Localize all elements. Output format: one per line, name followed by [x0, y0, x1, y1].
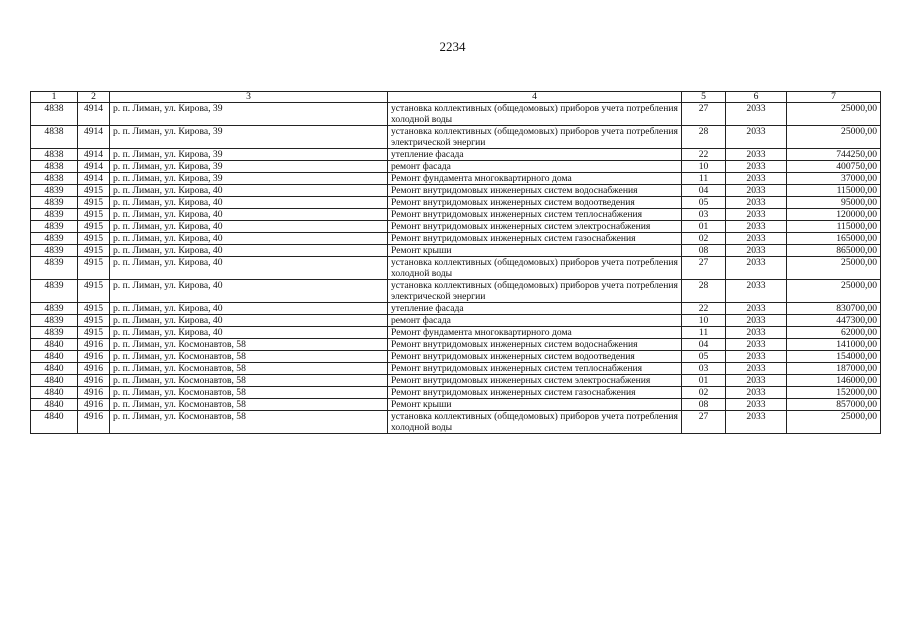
column-header: 3 [110, 92, 388, 103]
year-cell: 2033 [726, 149, 787, 161]
column-header: 2 [78, 92, 110, 103]
cost-cell: 62000,00 [787, 327, 881, 339]
work-type-cell: утепление фасада [388, 149, 682, 161]
cost-cell: 165000,00 [787, 233, 881, 245]
work-code-cell: 01 [682, 375, 726, 387]
table-row [31, 339, 881, 351]
work-type-cell: Ремонт внутридомовых инженерных систем электроснабжения [388, 375, 682, 387]
work-type-cell: Ремонт крыши [388, 399, 682, 411]
table-row [31, 185, 881, 197]
year-cell: 2033 [726, 280, 787, 303]
address-cell: р. п. Лиман, ул. Кирова, 40 [110, 185, 388, 197]
year-cell: 2033 [726, 399, 787, 411]
house-id-cell: 4916 [78, 351, 110, 363]
work-code-cell: 28 [682, 280, 726, 303]
work-code-cell: 05 [682, 351, 726, 363]
table-row [31, 411, 881, 434]
cost-cell: 447300,00 [787, 315, 881, 327]
year-cell: 2033 [726, 303, 787, 315]
cost-cell: 120000,00 [787, 209, 881, 221]
record-number-cell: 4840 [31, 387, 78, 399]
address-cell: р. п. Лиман, ул. Космонавтов, 58 [110, 351, 388, 363]
address-cell: р. п. Лиман, ул. Космонавтов, 58 [110, 363, 388, 375]
address-cell: р. п. Лиман, ул. Кирова, 40 [110, 315, 388, 327]
house-id-cell: 4915 [78, 245, 110, 257]
table-row [31, 363, 881, 375]
record-number-cell: 4838 [31, 149, 78, 161]
table-row [31, 303, 881, 315]
house-id-cell: 4916 [78, 387, 110, 399]
record-number-cell: 4839 [31, 221, 78, 233]
address-cell: р. п. Лиман, ул. Кирова, 39 [110, 103, 388, 126]
record-number-cell: 4839 [31, 257, 78, 280]
record-number-cell: 4838 [31, 126, 78, 149]
house-id-cell: 4915 [78, 185, 110, 197]
address-cell: р. п. Лиман, ул. Кирова, 39 [110, 161, 388, 173]
work-code-cell: 22 [682, 303, 726, 315]
table-row [31, 173, 881, 185]
year-cell: 2033 [726, 315, 787, 327]
house-id-cell: 4915 [78, 221, 110, 233]
year-cell: 2033 [726, 103, 787, 126]
year-cell: 2033 [726, 411, 787, 434]
house-id-cell: 4916 [78, 363, 110, 375]
record-number-cell: 4839 [31, 197, 78, 209]
address-cell: р. п. Лиман, ул. Кирова, 39 [110, 173, 388, 185]
year-cell: 2033 [726, 173, 787, 185]
table-row [31, 245, 881, 257]
record-number-cell: 4838 [31, 161, 78, 173]
cost-cell: 154000,00 [787, 351, 881, 363]
address-cell: р. п. Лиман, ул. Кирова, 40 [110, 209, 388, 221]
cost-cell: 25000,00 [787, 103, 881, 126]
year-cell: 2033 [726, 126, 787, 149]
house-id-cell: 4914 [78, 149, 110, 161]
work-type-cell: установка коллективных (общедомовых) приборов учета потребления электрической энергии [388, 280, 682, 303]
work-code-cell: 02 [682, 233, 726, 245]
page-number: 2234 [439, 39, 466, 54]
address-cell: р. п. Лиман, ул. Кирова, 40 [110, 257, 388, 280]
house-id-cell: 4915 [78, 327, 110, 339]
table-row [31, 149, 881, 161]
year-cell: 2033 [726, 363, 787, 375]
work-type-cell: Ремонт внутридомовых инженерных систем газоснабжения [388, 233, 682, 245]
work-type-cell: Ремонт внутридомовых инженерных систем электроснабжения [388, 221, 682, 233]
work-code-cell: 10 [682, 161, 726, 173]
address-cell: р. п. Лиман, ул. Кирова, 39 [110, 126, 388, 149]
table-row [31, 257, 881, 280]
house-id-cell: 4916 [78, 375, 110, 387]
table-row [31, 209, 881, 221]
work-code-cell: 27 [682, 257, 726, 280]
record-number-cell: 4839 [31, 185, 78, 197]
work-type-cell: Ремонт внутридомовых инженерных систем водоснабжения [388, 185, 682, 197]
cost-cell: 400750,00 [787, 161, 881, 173]
year-cell: 2033 [726, 351, 787, 363]
cost-cell: 865000,00 [787, 245, 881, 257]
table-row [31, 280, 881, 303]
table-row [31, 387, 881, 399]
year-cell: 2033 [726, 197, 787, 209]
work-code-cell: 08 [682, 245, 726, 257]
work-type-cell: Ремонт фундамента многоквартирного дома [388, 173, 682, 185]
house-id-cell: 4916 [78, 411, 110, 434]
table-row [31, 103, 881, 126]
address-cell: р. п. Лиман, ул. Кирова, 40 [110, 197, 388, 209]
work-code-cell: 28 [682, 126, 726, 149]
record-number-cell: 4840 [31, 339, 78, 351]
work-code-cell: 02 [682, 387, 726, 399]
table-row [31, 197, 881, 209]
house-id-cell: 4915 [78, 233, 110, 245]
record-number-cell: 4838 [31, 173, 78, 185]
work-code-cell: 04 [682, 339, 726, 351]
table-row [31, 126, 881, 149]
record-number-cell: 4840 [31, 351, 78, 363]
year-cell: 2033 [726, 375, 787, 387]
address-cell: р. п. Лиман, ул. Космонавтов, 58 [110, 339, 388, 351]
house-id-cell: 4914 [78, 173, 110, 185]
record-number-cell: 4840 [31, 375, 78, 387]
work-code-cell: 11 [682, 173, 726, 185]
work-type-cell: Ремонт фундамента многоквартирного дома [388, 327, 682, 339]
work-code-cell: 22 [682, 149, 726, 161]
year-cell: 2033 [726, 209, 787, 221]
house-id-cell: 4915 [78, 257, 110, 280]
cost-cell: 115000,00 [787, 185, 881, 197]
column-header: 5 [682, 92, 726, 103]
record-number-cell: 4840 [31, 411, 78, 434]
work-type-cell: Ремонт внутридомовых инженерных систем теплоснабжения [388, 363, 682, 375]
work-type-cell: ремонт фасада [388, 315, 682, 327]
record-number-cell: 4840 [31, 363, 78, 375]
house-id-cell: 4915 [78, 209, 110, 221]
work-code-cell: 01 [682, 221, 726, 233]
work-code-cell: 05 [682, 197, 726, 209]
cost-cell: 25000,00 [787, 126, 881, 149]
work-type-cell: Ремонт внутридомовых инженерных систем водоснабжения [388, 339, 682, 351]
table-row [31, 233, 881, 245]
column-header: 6 [726, 92, 787, 103]
work-type-cell: установка коллективных (общедомовых) приборов учета потребления холодной воды [388, 411, 682, 434]
work-code-cell: 10 [682, 315, 726, 327]
work-type-cell: Ремонт внутридомовых инженерных систем теплоснабжения [388, 209, 682, 221]
address-cell: р. п. Лиман, ул. Кирова, 40 [110, 303, 388, 315]
address-cell: р. п. Лиман, ул. Кирова, 40 [110, 327, 388, 339]
house-id-cell: 4916 [78, 399, 110, 411]
table-row [31, 221, 881, 233]
work-code-cell: 11 [682, 327, 726, 339]
register-table [30, 91, 881, 434]
table-row [31, 161, 881, 173]
address-cell: р. п. Лиман, ул. Кирова, 40 [110, 280, 388, 303]
work-type-cell: Ремонт внутридомовых инженерных систем газоснабжения [388, 387, 682, 399]
cost-cell: 25000,00 [787, 257, 881, 280]
work-type-cell: Ремонт крыши [388, 245, 682, 257]
cost-cell: 37000,00 [787, 173, 881, 185]
record-number-cell: 4839 [31, 209, 78, 221]
work-type-cell: установка коллективных (общедомовых) приборов учета потребления холодной воды [388, 257, 682, 280]
house-id-cell: 4914 [78, 161, 110, 173]
work-type-cell: Ремонт внутридомовых инженерных систем водоотведения [388, 351, 682, 363]
year-cell: 2033 [726, 339, 787, 351]
work-code-cell: 27 [682, 411, 726, 434]
work-type-cell: ремонт фасада [388, 161, 682, 173]
work-type-cell: Ремонт внутридомовых инженерных систем водоотведения [388, 197, 682, 209]
year-cell: 2033 [726, 233, 787, 245]
record-number-cell: 4839 [31, 315, 78, 327]
house-id-cell: 4915 [78, 197, 110, 209]
year-cell: 2033 [726, 245, 787, 257]
column-header: 1 [31, 92, 78, 103]
record-number-cell: 4840 [31, 399, 78, 411]
table-row [31, 327, 881, 339]
cost-cell: 95000,00 [787, 197, 881, 209]
column-header: 7 [787, 92, 881, 103]
table-row [31, 351, 881, 363]
cost-cell: 115000,00 [787, 221, 881, 233]
cost-cell: 744250,00 [787, 149, 881, 161]
address-cell: р. п. Лиман, ул. Кирова, 40 [110, 233, 388, 245]
house-id-cell: 4915 [78, 303, 110, 315]
cost-cell: 141000,00 [787, 339, 881, 351]
work-type-cell: установка коллективных (общедомовых) приборов учета потребления холодной воды [388, 103, 682, 126]
record-number-cell: 4839 [31, 327, 78, 339]
year-cell: 2033 [726, 185, 787, 197]
cost-cell: 25000,00 [787, 411, 881, 434]
year-cell: 2033 [726, 387, 787, 399]
year-cell: 2033 [726, 161, 787, 173]
address-cell: р. п. Лиман, ул. Кирова, 40 [110, 245, 388, 257]
house-id-cell: 4914 [78, 126, 110, 149]
address-cell: р. п. Лиман, ул. Космонавтов, 58 [110, 375, 388, 387]
column-header: 4 [388, 92, 682, 103]
table-row [31, 399, 881, 411]
record-number-cell: 4839 [31, 245, 78, 257]
address-cell: р. п. Лиман, ул. Космонавтов, 58 [110, 387, 388, 399]
address-cell: р. п. Лиман, ул. Кирова, 39 [110, 149, 388, 161]
cost-cell: 146000,00 [787, 375, 881, 387]
work-code-cell: 03 [682, 363, 726, 375]
record-number-cell: 4839 [31, 280, 78, 303]
work-code-cell: 27 [682, 103, 726, 126]
record-number-cell: 4838 [31, 103, 78, 126]
address-cell: р. п. Лиман, ул. Космонавтов, 58 [110, 411, 388, 434]
year-cell: 2033 [726, 221, 787, 233]
cost-cell: 857000,00 [787, 399, 881, 411]
address-cell: р. п. Лиман, ул. Космонавтов, 58 [110, 399, 388, 411]
table-row [31, 315, 881, 327]
house-id-cell: 4915 [78, 280, 110, 303]
work-code-cell: 08 [682, 399, 726, 411]
record-number-cell: 4839 [31, 303, 78, 315]
work-code-cell: 04 [682, 185, 726, 197]
year-cell: 2033 [726, 327, 787, 339]
house-id-cell: 4914 [78, 103, 110, 126]
house-id-cell: 4916 [78, 339, 110, 351]
cost-cell: 187000,00 [787, 363, 881, 375]
header-row [31, 92, 881, 103]
cost-cell: 830700,00 [787, 303, 881, 315]
house-id-cell: 4915 [78, 315, 110, 327]
work-type-cell: установка коллективных (общедомовых) приборов учета потребления электрической энергии [388, 126, 682, 149]
cost-cell: 152000,00 [787, 387, 881, 399]
work-type-cell: утепление фасада [388, 303, 682, 315]
work-code-cell: 03 [682, 209, 726, 221]
record-number-cell: 4839 [31, 233, 78, 245]
table-row [31, 375, 881, 387]
table-body [31, 103, 881, 434]
cost-cell: 25000,00 [787, 280, 881, 303]
address-cell: р. п. Лиман, ул. Кирова, 40 [110, 221, 388, 233]
year-cell: 2033 [726, 257, 787, 280]
